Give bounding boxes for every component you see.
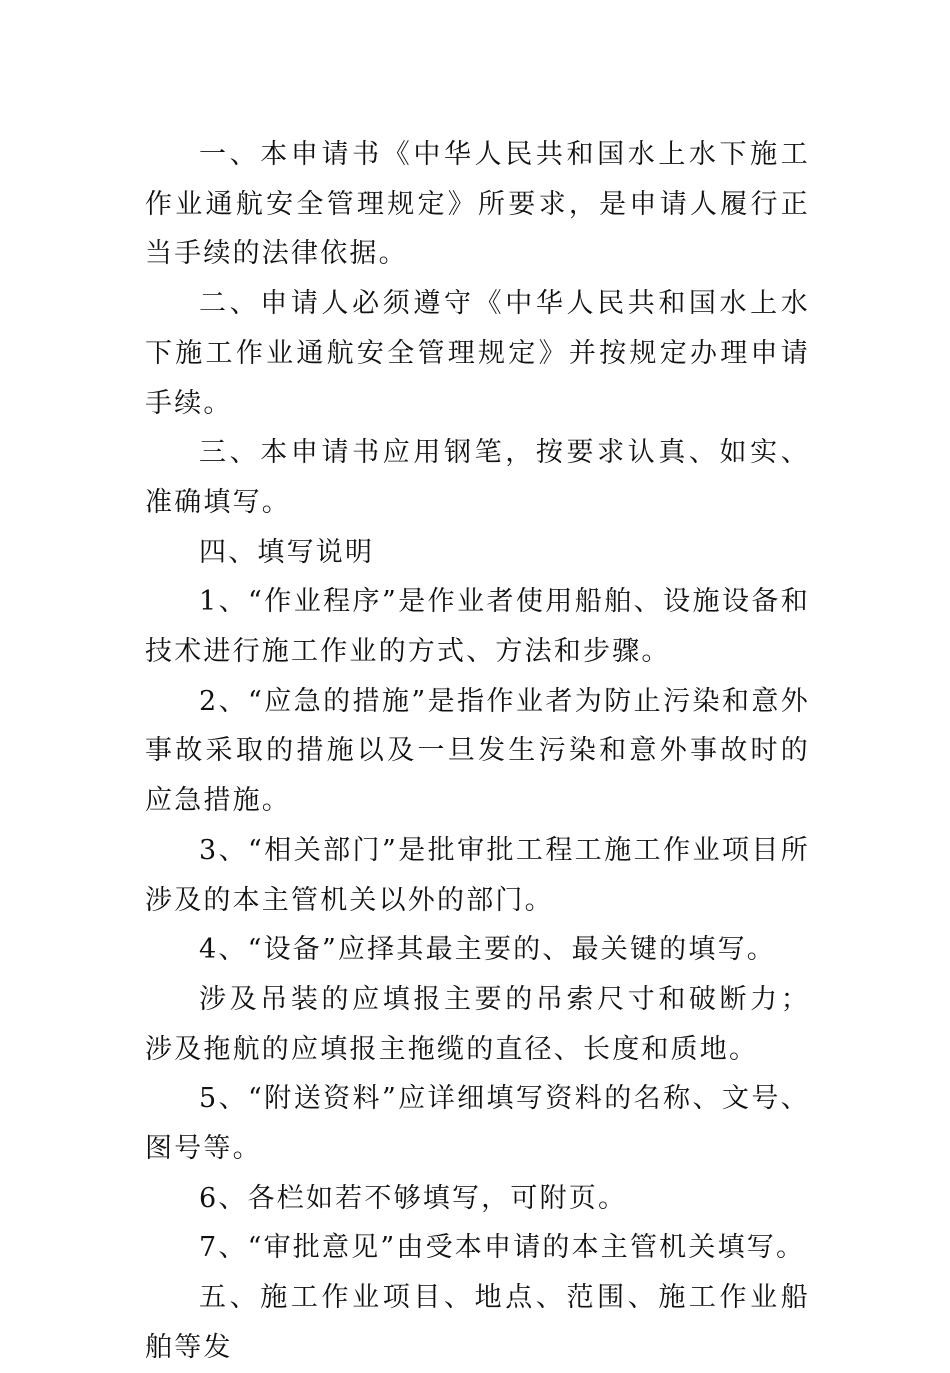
instruction-item-4-detail: 涉及吊装的应填报主要的吊索尺寸和破断力；涉及拖航的应填报主拖缆的直径、长度和质地。: [145, 983, 810, 1065]
instruction-item-6: 6、各栏如若不够填写，可附页。: [199, 1182, 628, 1214]
instruction-item-7: 7、“审批意见”由受本申请的本主管机关填写。: [199, 1232, 806, 1264]
section-heading-fill-instructions: 四、填写说明: [199, 536, 375, 568]
document-body: [145, 130, 810, 1373]
instruction-item-3: 3、“相关部门”是批审批工程工施工作业项目所涉及的本主管机关以外的部门。: [145, 834, 810, 916]
instruction-item-1: 1、“作业程序”是作业者使用船舶、设施设备和技术进行施工作业的方式、方法和步骤。: [145, 586, 810, 668]
paragraph-1: 一、本申请书《中华人民共和国水上水下施工作业通航安全管理规定》所要求，是申请人履行正当手续的法律依据。: [145, 139, 810, 270]
instruction-item-4: 4、“设备”应择其最主要的、最关键的填写。: [199, 934, 776, 966]
instruction-item-2: 2、“应急的措施”是指作业者为防止污染和意外事故采取的措施以及一旦发生污染和意外事故时的应急措施。: [145, 685, 810, 817]
paragraph-5: 五、施工作业项目、地点、范围、施工作业船舶等发: [145, 1282, 810, 1363]
paragraph-2: 二、申请人必须遵守《中华人民共和国水上水下施工作业通航安全管理规定》并按规定办理申请手续。: [145, 288, 810, 419]
instruction-item-5: 5、“附送资料”应详细填写资料的名称、文号、图号等。: [145, 1083, 810, 1165]
paragraph-3: 三、本申请书应用钢笔，按要求认真、如实、准确填写。: [145, 437, 810, 518]
